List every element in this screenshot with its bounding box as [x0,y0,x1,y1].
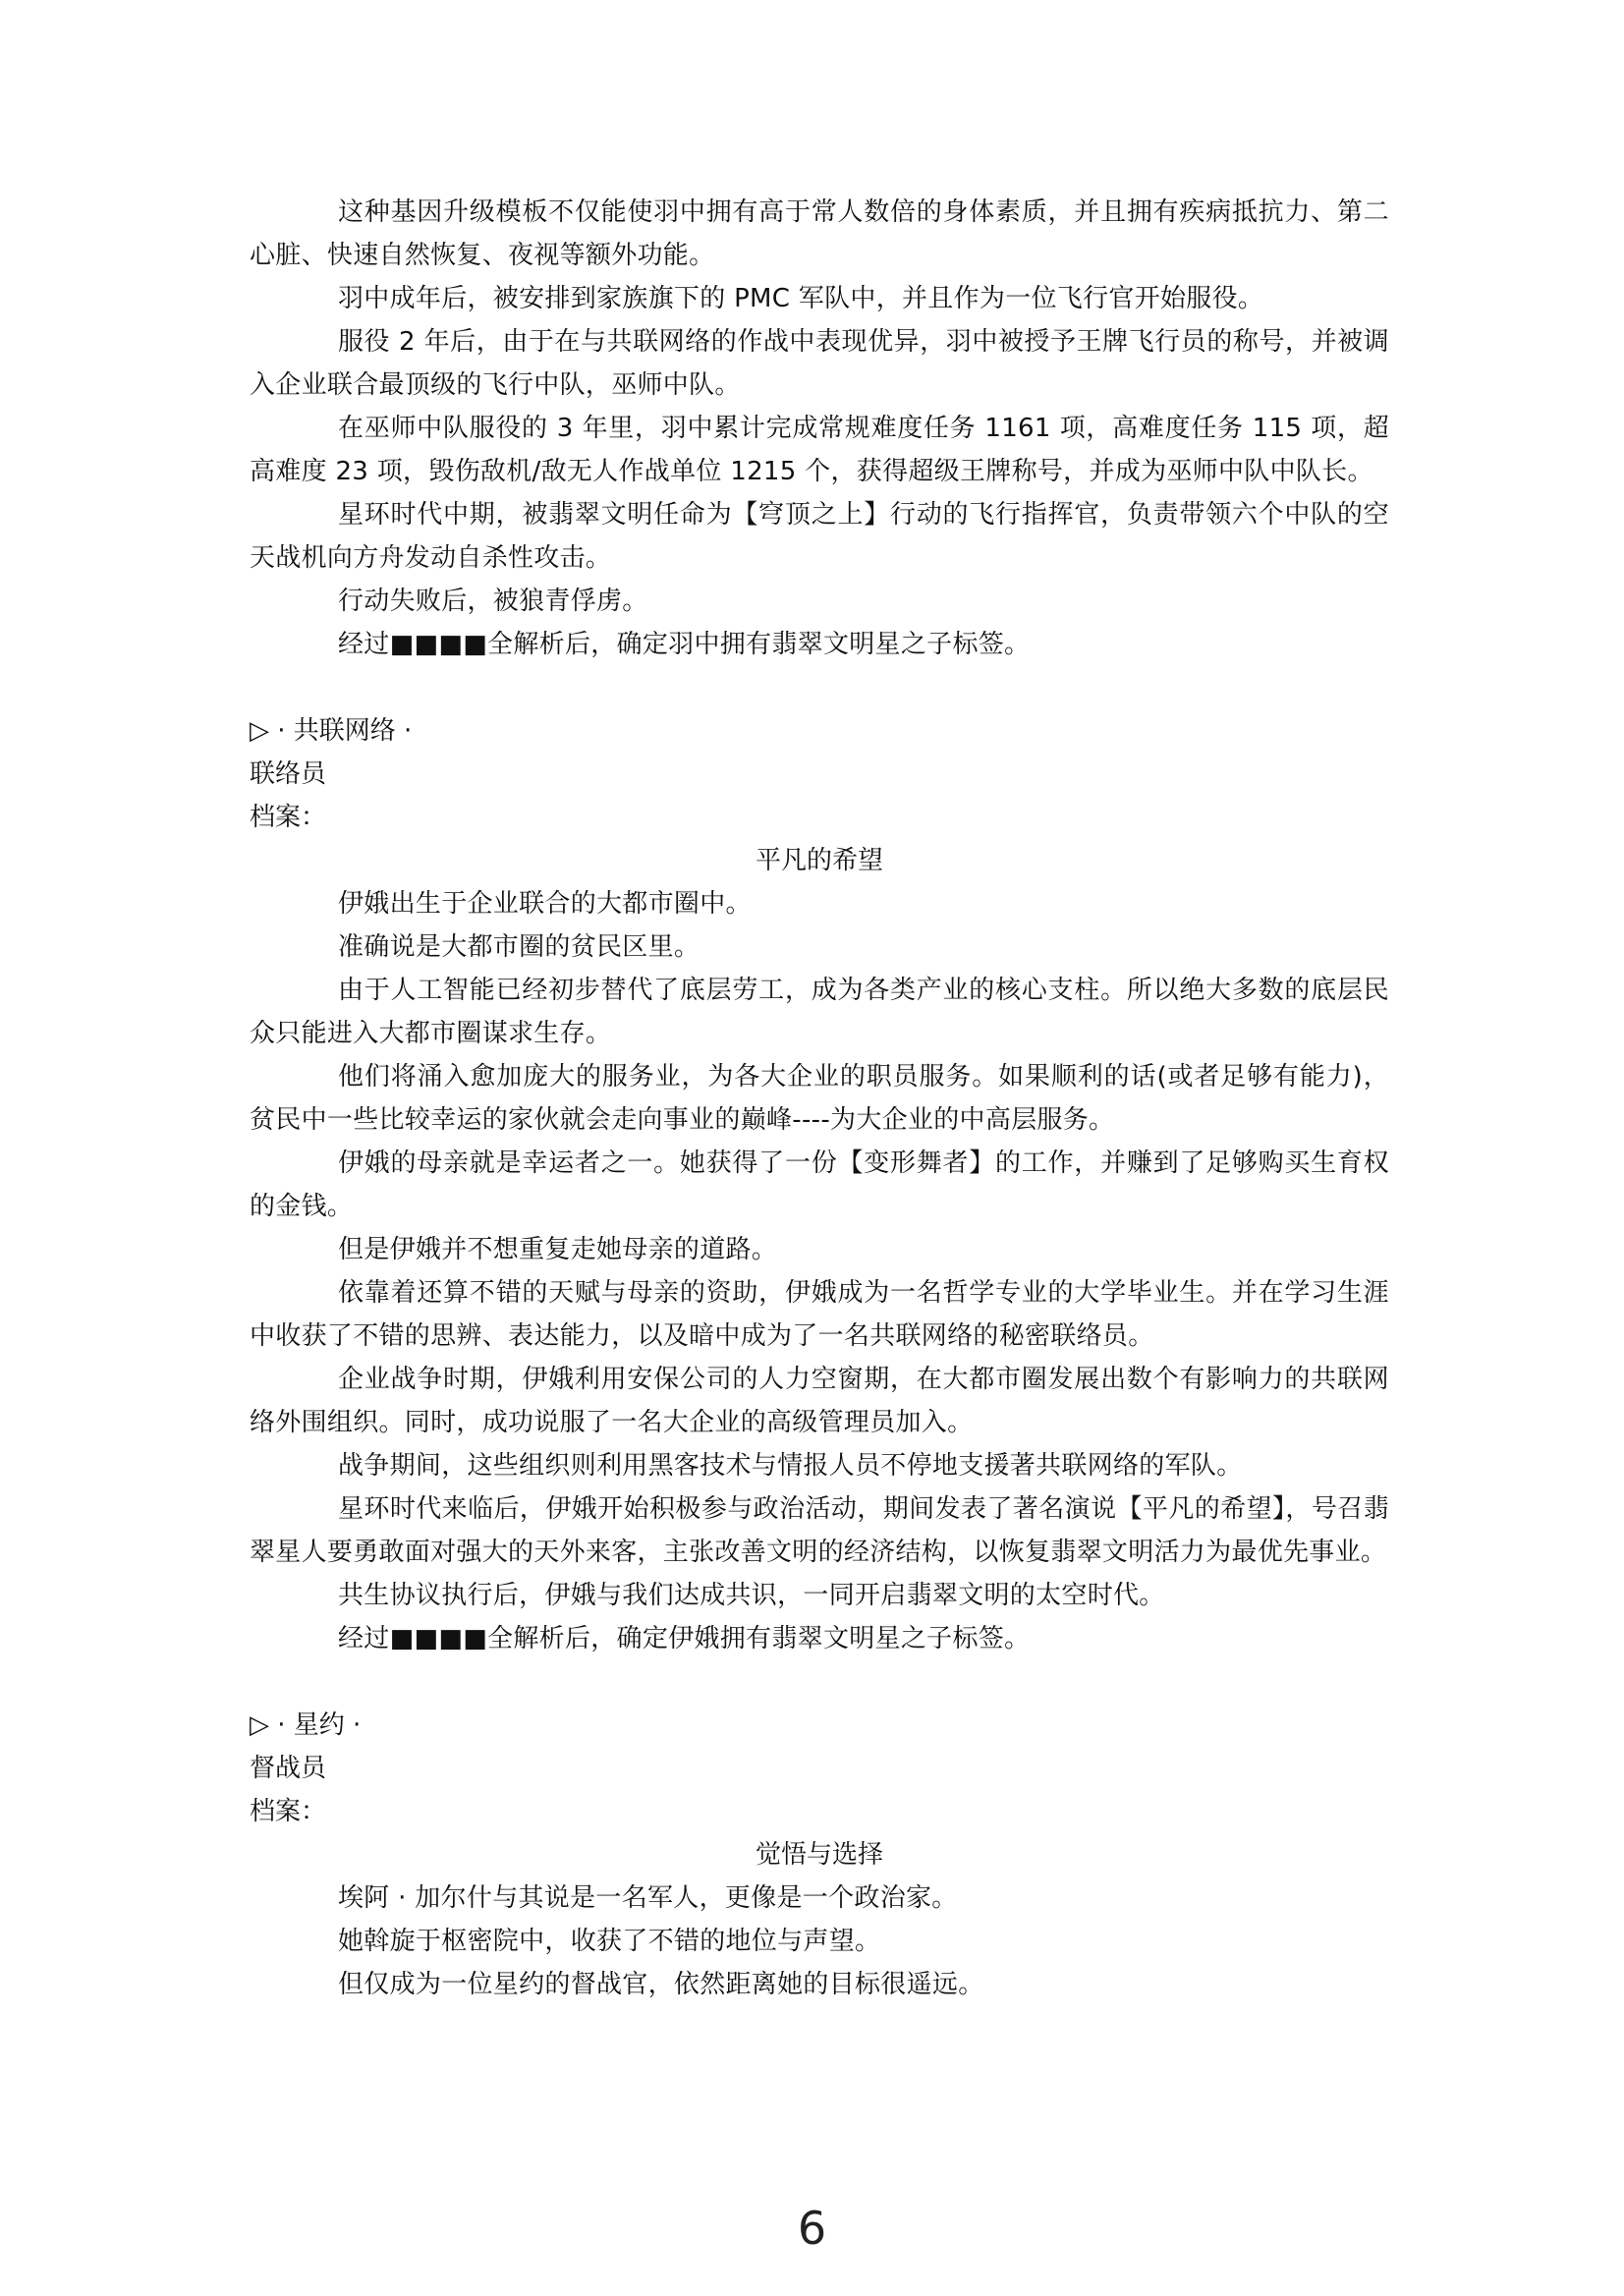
paragraph: 他们将涌入愈加庞大的服务业，为各大企业的职员服务。如果顺利的话(或者足够有能力)，贫民中一些比较幸运的家伙就会走向事业的巅峰----为大企业的中高层服务。 [250,1062,1389,1135]
archive-title: 觉悟与选择 [755,1840,883,1870]
paragraph: 准确说是大都市圈的贫民区里。 [338,932,700,962]
paragraph: 这种基因升级模板不仅能使羽中拥有高于常人数倍的身体素质，并且拥有疾病抵抗力、第二心脏、快速自然恢复、夜视等额外功能。 [250,197,1389,270]
paragraph: 企业战争时期，伊娥利用安保公司的人力空窗期，在大都市圈发展出数个有影响力的共联网络外围组织。同时，成功说服了一名大企业的高级管理员加入。 [250,1365,1389,1437]
section-liaison [250,709,1389,1660]
paragraph: 羽中成年后，被安排到家族旗下的 PMC 军队中，并且作为一位飞行官开始服役。 [338,284,1264,313]
page-number: 6 [797,2202,827,2255]
archive-label: 档案： [250,803,327,832]
faction-label: ▷ · 星约 · [250,1710,362,1740]
paragraph: 星环时代来临后，伊娥开始积极参与政治活动，期间发表了著名演说【平凡的希望】，号召翡翠星人要勇敢面对强大的天外来客，主张改善文明的经济结构，以恢复翡翠文明活力为最优先事业。 [250,1494,1389,1567]
paragraph: 共生协议执行后，伊娥与我们达成共识，一同开启翡翠文明的太空时代。 [338,1581,1165,1610]
paragraph: 由于人工智能已经初步替代了底层劳工，成为各类产业的核心支柱。所以绝大多数的底层民众只能进入大都市圈谋求生存。 [250,976,1389,1048]
faction-label: ▷ · 共联网络 · [250,716,413,746]
paragraph: 但是伊娥并不想重复走她母亲的道路。 [338,1235,778,1264]
paragraph: 服役 2 年后，由于在与共联网络的作战中表现优异，羽中被授予王牌飞行员的称号，并被调入企业联合最顶级的飞行中队，巫师中队。 [250,327,1389,400]
paragraph: 伊娥的母亲就是幸运者之一。她获得了一份【变形舞者】的工作，并赚到了足够购买生育权的金钱。 [250,1148,1389,1221]
paragraph: 战争期间，这些组织则利用黑客技术与情报人员不停地支援著共联网络的军队。 [338,1451,1243,1481]
document-page [250,191,1389,2006]
section-yuzhong-continued [250,191,1389,666]
section-gap [250,666,1389,709]
paragraph: 她斡旋于枢密院中，收获了不错的地位与声望。 [338,1927,881,1956]
paragraph: 依靠着还算不错的天赋与母亲的资助，伊娥成为一名哲学专业的大学毕业生。并在学习生涯中收获了不错的思辨、表达能力，以及暗中成为了一名共联网络的秘密联络员。 [250,1278,1389,1351]
role-label: 督战员 [250,1754,327,1783]
paragraph: 行动失败后，被狼青俘虏。 [338,587,648,616]
paragraph: 但仅成为一位星约的督战官，依然距离她的目标很遥远。 [338,1970,984,1999]
paragraph: 经过■■■■全解析后，确定伊娥拥有翡翠文明星之子标签。 [338,1624,1031,1653]
paragraph: 在巫师中队服役的 3 年里，羽中累计完成常规难度任务 1161 项，高难度任务 115 项，超高难度 23 项，毁伤敌机/敌无人作战单位 1215 个，获得超级王牌称号，并成为巫师中队中队长。 [250,414,1389,486]
paragraph: 星环时代中期，被翡翠文明任命为【穹顶之上】行动的飞行指挥官，负责带领六个中队的空天战机向方舟发动自杀性攻击。 [250,500,1389,573]
archive-title: 平凡的希望 [755,846,883,875]
archive-label: 档案： [250,1797,327,1826]
section-gap [250,1660,1389,1704]
role-label: 联络员 [250,759,327,789]
paragraph: 伊娥出生于企业联合的大都市圈中。 [338,889,752,919]
paragraph: 经过■■■■全解析后，确定羽中拥有翡翠文明星之子标签。 [338,630,1031,659]
section-commissar [250,1704,1389,2006]
paragraph: 埃阿 · 加尔什与其说是一名军人，更像是一个政治家。 [338,1883,958,1913]
